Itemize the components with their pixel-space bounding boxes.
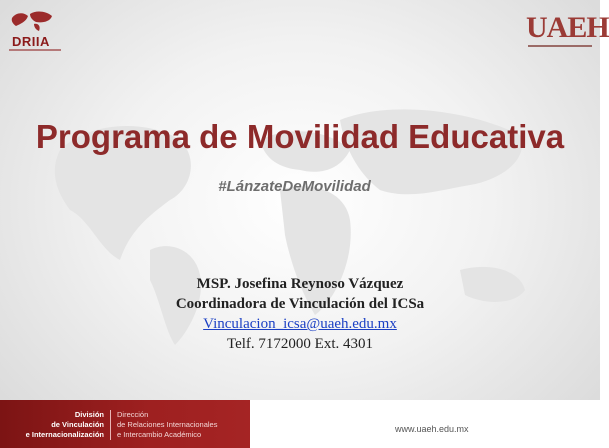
driia-logo-text: DRIIA bbox=[12, 34, 50, 49]
page-title: Programa de Movilidad Educativa bbox=[35, 118, 565, 155]
uaeh-logo-tagline bbox=[528, 45, 592, 47]
contact-role: Coordinadora de Vinculación del ICSa bbox=[175, 296, 425, 312]
contact-email-link[interactable]: Vinculacion_icsa@uaeh.edu.mx bbox=[203, 316, 397, 332]
division-label bbox=[20, 410, 104, 440]
contact-name: MSP. Josefina Reynoso Vázquez bbox=[196, 276, 404, 292]
world-map-logo-icon bbox=[8, 8, 58, 34]
direccion-line-2: de Relaciones Internacionales bbox=[117, 420, 218, 429]
footer bbox=[0, 400, 600, 448]
division-line-3: e Internacionalización bbox=[25, 430, 104, 439]
uaeh-logo bbox=[526, 11, 609, 54]
footer-red-band bbox=[0, 400, 250, 448]
contact-block bbox=[0, 274, 600, 354]
footer-divider bbox=[110, 410, 111, 440]
website-url[interactable]: www.uaeh.edu.mx bbox=[395, 424, 469, 434]
direccion-line-3: e Intercambio Académico bbox=[117, 430, 202, 439]
hashtag: #LánzateDeMovilidad bbox=[218, 178, 371, 195]
direccion-line-1: Dirección bbox=[117, 410, 149, 419]
division-line-2: de Vinculación bbox=[51, 420, 104, 429]
uaeh-logo-icon: UAEH bbox=[526, 11, 609, 44]
direccion-label bbox=[117, 410, 247, 440]
driia-logo bbox=[6, 6, 60, 52]
division-line-1: División bbox=[74, 410, 104, 419]
contact-phone: Telf. 7172000 Ext. 4301 bbox=[226, 336, 373, 352]
driia-logo-tagline bbox=[9, 49, 61, 51]
